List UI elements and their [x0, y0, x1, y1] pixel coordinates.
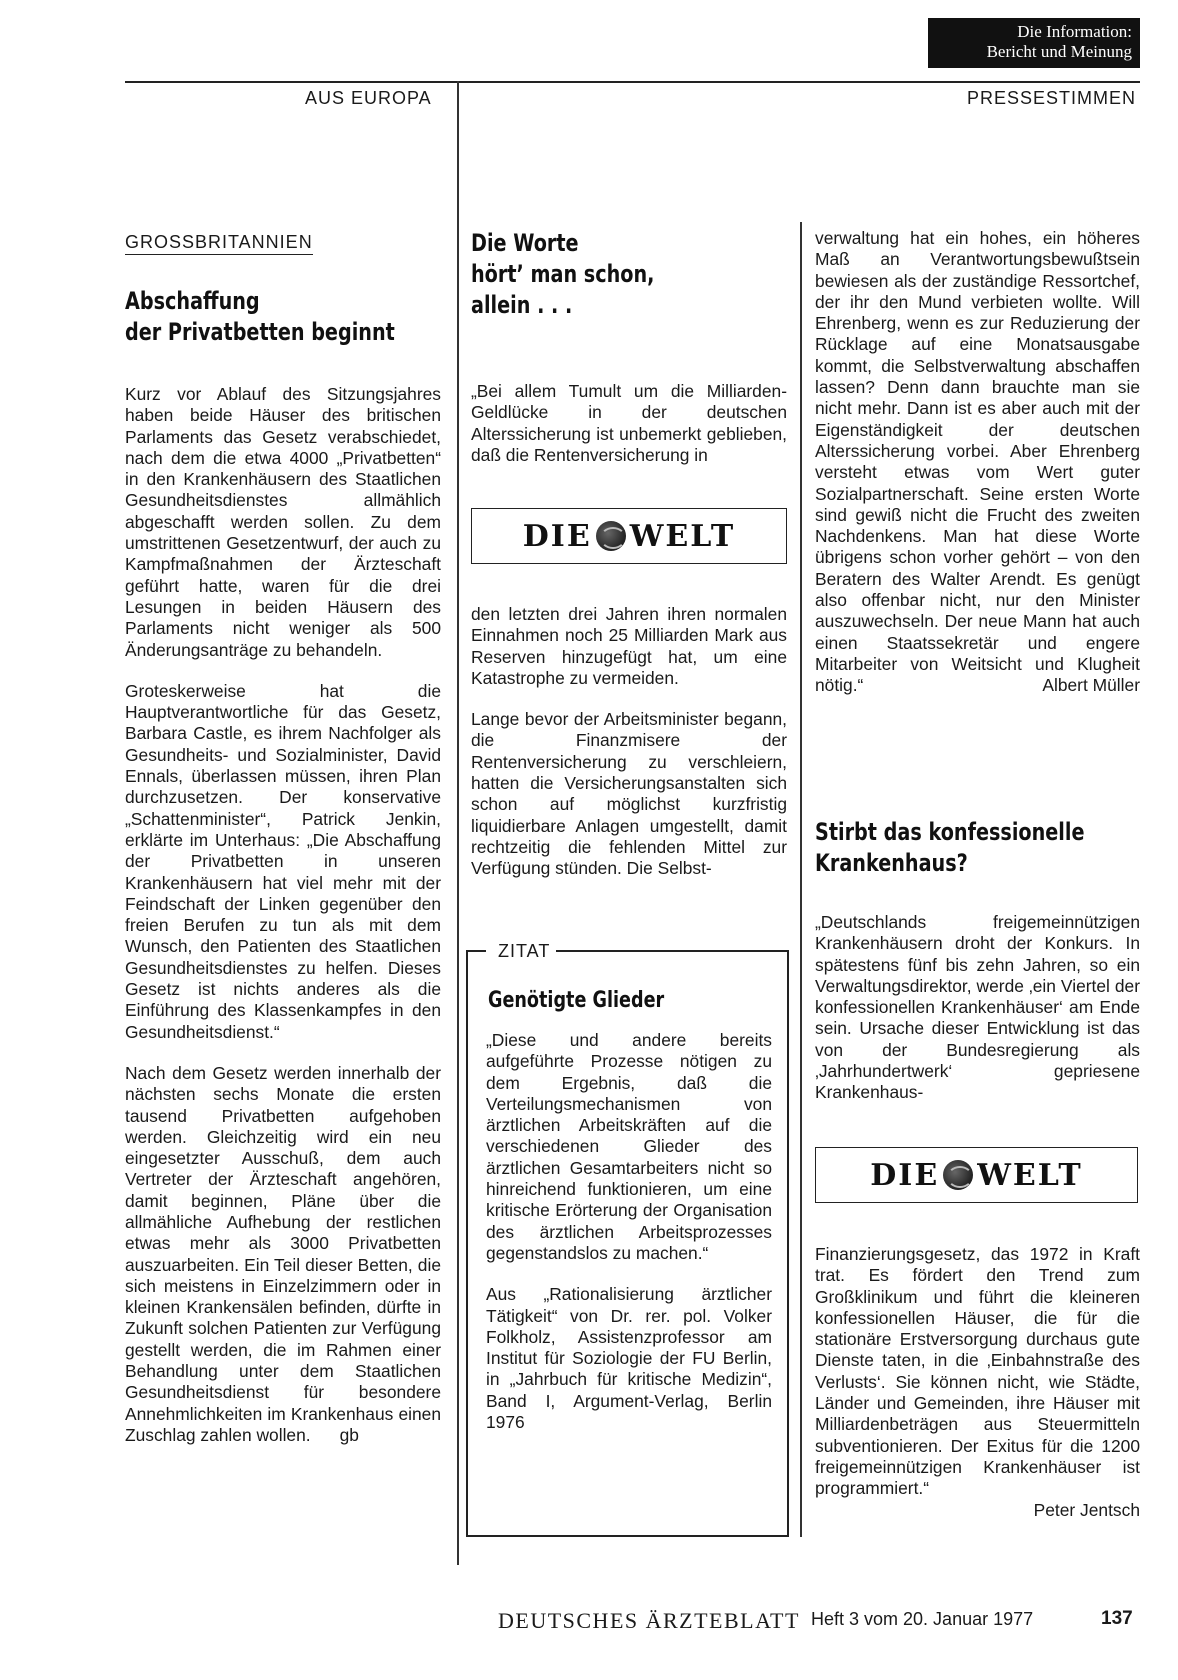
die-welt-logo: DIE WELT: [815, 1147, 1138, 1203]
zitat-frame: [556, 950, 789, 952]
zitat-source: Aus „Rationalisierung ärztlicher Tätigkeit“ von Dr. rer. pol. Volker Folkholz, Assistenzprofessor am Institut für Soziologie der FU Berlin, in „Jahrbuch für kritische Medizin“, Band I, Argument-Verlag, Berlin 1976: [486, 1284, 772, 1433]
article1-headline: [125, 286, 413, 348]
issue-info: Heft 3 vom 20. Januar 1977: [811, 1609, 1034, 1629]
die-welt-logo: DIE WELT: [471, 508, 787, 564]
article1-paragraph: Kurz vor Ablauf des Sitzungsjahres haben beide Häuser des britischen Parlaments das Gesetz verabschiedet, nach dem die etwa 4000 „Privatbetten“ in den Krankenhäusern des Staatlichen Gesundheitsdienstes allmählich abgeschafft werden sollen. Zu dem umstrittenen Gesetzentwurf, der auch zu Kampfmaßnahmen der Ärzteschaft geführt hatte, waren für die drei Lesungen in beiden Häusern des Parlaments nicht weniger als 500 Änderungsanträge zu behandeln.: [125, 384, 441, 660]
article2-body: [471, 604, 787, 880]
badge-line-2: Bericht und Meinung: [986, 42, 1132, 61]
article2-paragraph: den letzten drei Jahren ihren normalen Einnahmen noch 25 Milliarden Mark aus Reserven hinzugefügt hat, um eine Katastrophe zu vermeiden.: [471, 604, 787, 688]
column-divider: [800, 222, 802, 1537]
zitat-label: ZITAT: [494, 941, 554, 962]
zitat-headline: Genötigte Glieder: [488, 988, 665, 1013]
article1-paragraph: Groteskerweise hat die Hauptverantwortliche für das Gesetz, Barbara Castle, es ihrem Nachfolger als Gesundheits- und Sozialminister, David Ennals, überlassen müssen, ihren Plan durchzusetzen. Der konservative „Schattenminister“, Patrick Jenkin, erklärte im Unterhaus: „Die Abschaffung der Privatbetten in unseren Krankenhäusern hat viel mehr mit der Feindschaft der Linken gegenüber den freien Berufen zu tun als mit dem Wunsch, den Patienten des Staatlichen Gesundheitsdienstes zu helfen. Dieses Gesetz ist nichts anderes als die Einführung des Klassenkampfes in den Gesundheitsdienst.“: [125, 680, 441, 1042]
article1-author: gb: [339, 1424, 359, 1445]
section-label-right: PRESSESTIMMEN: [967, 88, 1137, 108]
article1-kicker: GROSSBRITANNIEN: [125, 232, 313, 255]
page-number: 137: [1101, 1608, 1133, 1629]
zitat-body: [486, 1030, 772, 1433]
article1-headline-line2: der Privatbetten beginnt: [125, 318, 395, 346]
globe-icon: [596, 521, 626, 551]
article2-author: Albert Müller: [1042, 675, 1140, 696]
article2-continuation: verwaltung hat ein hohes, ein höheres Maß an Verantwortungsbewußtsein bewiesen als der zuständige Ressortchef, der ihr den Mund verbieten wollte. Will Ehrenberg, wenn es zur Reduzierung der Rücklage auf eine Monatsausgabe kommt, die Selbstverwaltung abschaffen lassen? Denn dann brauchte man sie nicht mehr. Dann ist es aber auch mit der Eigenständigkeit der deutschen Alterssicherung vorbei. Aber Ehrenberg versteht etwas vom Wert guter Sozialpartnerschaft. Seine ersten Worte sind gewiß nicht die Frucht des zweiten Nachdenkens. Man hat diese Worte übrigens schon vorher gehört – von den Beratern des Walter Arendt. Es genügt also offenbar nicht, nur den Minister auszuwechseln. Der neue Mann hat auch einen Staatssekretär und engere Mitarbeiter von Weitsicht und Klugheit nötig.“ Albert Müller: [815, 228, 1140, 696]
globe-icon: [943, 1160, 973, 1190]
article1-paragraph: Nach dem Gesetz werden innerhalb der nächsten sechs Monate die ersten tausend Privatbetten aufgehoben werden. Gleichzeitig wird ein neu eingesetzter Ausschuß, dem auch Vertreter der Ärzteschaft angehören, damit beginnen, Pläne über die allmähliche Aufhebung der restlichen etwas mehr als 3000 Privatbetten auszuarbeiten. Ein Teil dieser Betten, die sich meistens in Einzelzimmern oder in kleinen Krankensälen befinden, dürfte in Zukunft solchen Patienten zur Verfügung gestellt werden, die im Rahmen einer Behandlung unter dem Staatlichen Gesundheitsdienst für besondere Annehmlichkeiten im Krankenhaus einen Zuschlag zahlen wollen. gb: [125, 1062, 441, 1445]
section-label-left: AUS EUROPA: [305, 88, 432, 108]
top-rule: [125, 81, 1140, 83]
section-divider: [457, 81, 459, 1565]
article2-paragraph: Lange bevor der Arbeitsminister begann, die Finanzmisere der Rentenversicherung zu verschleiern, hatten die Versicherungsanstalten sich schon auf möglichst kurzfristig liquidierbare Anlagen umgestellt, damit rechtzeitig die fehlenden Mittel zur Verfügung stünden. Die Selbst-: [471, 709, 787, 879]
article3-author: Peter Jentsch: [1033, 1499, 1140, 1520]
zitat-frame: [466, 950, 486, 952]
article3-intro: „Deutschlands freigemeinnützigen Krankenhäusern droht der Konkurs. In spätestens fünf bis zehn Jahren, so ein Verwaltungsdirektor, werde ‚ein Viertel der konfessionellen Krankenhäuser‘ am Ende sein. Ursache dieser Entwicklung ist das von der Bundesregierung als ‚Jahrhundertwerk‘ gepriesene Krankenhaus-: [815, 912, 1140, 1103]
article2-intro: „Bei allem Tumult um die Milliarden-Geldlücke in der deutschen Alterssicherung ist unbemerkt geblieben, daß die Rentenversicherung in: [471, 381, 787, 465]
zitat-quote: „Diese und andere bereits aufgeführte Prozesse nötigen zu dem Ergebnis, daß die Verteilungsmechanismen von ärztlichen Arbeitskräften auf die verschiedenen Glieder des ärztlichen Gesamtarbeiters nicht so hinreichend funktionieren, um eine kritische Erörterung der Organisation des ärztlichen Arbeitsprozesses gegenstandslos zu machen.“: [486, 1030, 772, 1263]
article3-headline: Stirbt das konfessionelle Krankenhaus?: [815, 818, 1085, 877]
badge-line-1: Die Information:: [1017, 22, 1132, 41]
section-badge: [928, 18, 1140, 68]
journal-name: DEUTSCHES ÄRZTEBLATT: [498, 1608, 800, 1633]
article2-headline: Die Worte hört’ man schon, allein . . .: [471, 229, 655, 319]
article1-headline-line1: Abschaffung: [125, 287, 260, 315]
article3-body: Finanzierungsgesetz, das 1972 in Kraft trat. Es fördert den Trend zum Großklinikum und führt die kleineren konfessionellen Häuser, die für die stationäre Erstversorgung durchaus gute Dienste taten, in die ‚Einbahnstraße des Verlusts‘. Sie können nicht, wie Städte, Länder und Gemeinden, ihre Häuser mit Milliardenbeträgen aus Steuermitteln subventionieren. Der Exitus für die 1200 freigemeinnützigen Krankenhäuser ist programmiert.“ Peter Jentsch: [815, 1244, 1140, 1520]
article1-body: [125, 384, 441, 1446]
